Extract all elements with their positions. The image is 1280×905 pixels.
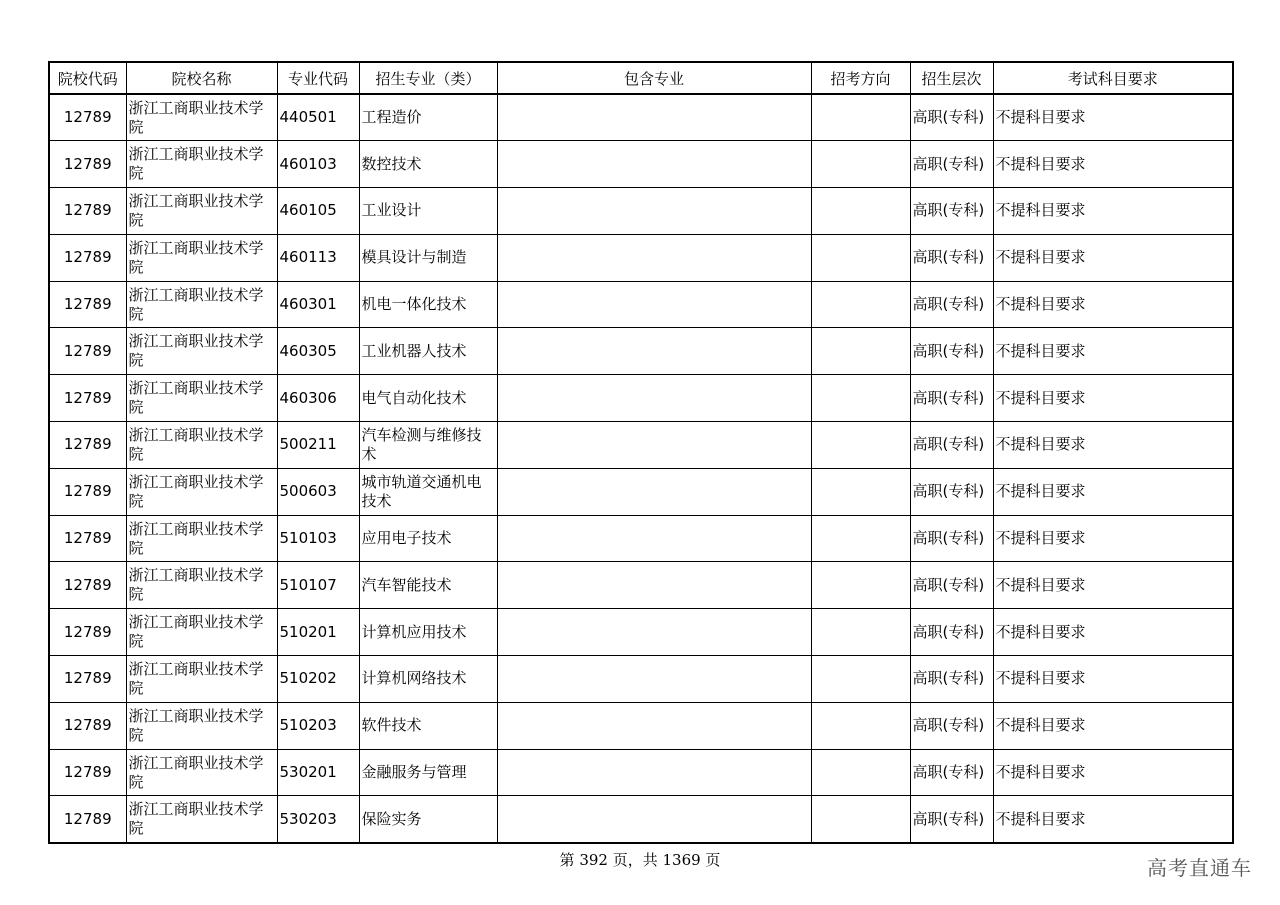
cell-major: 机电一体化技术	[359, 281, 497, 328]
table-row	[49, 234, 1233, 281]
cell-level: 高职(专科)	[910, 281, 993, 328]
cell-includes	[497, 702, 811, 749]
header-level: 招生层次	[910, 62, 993, 94]
cell-major: 工业设计	[359, 188, 497, 235]
cell-level: 高职(专科)	[910, 94, 993, 141]
cell-major: 数控技术	[359, 141, 497, 188]
cell-requirement: 不提科目要求	[993, 468, 1233, 515]
table-row	[49, 375, 1233, 422]
cell-level: 高职(专科)	[910, 515, 993, 562]
cell-major-code: 460301	[277, 281, 359, 328]
header-direction: 招考方向	[811, 62, 910, 94]
cell-major: 电气自动化技术	[359, 375, 497, 422]
header-school-name: 院校名称	[126, 62, 277, 94]
cell-level: 高职(专科)	[910, 141, 993, 188]
page-number: 第 392 页，共 1369 页	[559, 851, 721, 869]
cell-direction	[811, 188, 910, 235]
cell-direction	[811, 234, 910, 281]
table-row	[49, 328, 1233, 375]
cell-direction	[811, 468, 910, 515]
cell-school-name: 浙江工商职业技术学院	[126, 609, 277, 656]
cell-includes	[497, 94, 811, 141]
cell-direction	[811, 656, 910, 703]
cell-major-code: 510202	[277, 656, 359, 703]
cell-includes	[497, 328, 811, 375]
table-row	[49, 94, 1233, 141]
cell-direction	[811, 749, 910, 796]
cell-requirement: 不提科目要求	[993, 188, 1233, 235]
cell-requirement: 不提科目要求	[993, 234, 1233, 281]
cell-major-code: 460103	[277, 141, 359, 188]
cell-includes	[497, 656, 811, 703]
cell-school-name: 浙江工商职业技术学院	[126, 515, 277, 562]
cell-requirement: 不提科目要求	[993, 94, 1233, 141]
cell-direction	[811, 422, 910, 469]
cell-major-code: 510203	[277, 702, 359, 749]
cell-school-code: 12789	[49, 796, 126, 843]
table-row	[49, 796, 1233, 843]
table-row	[49, 141, 1233, 188]
cell-major: 汽车智能技术	[359, 562, 497, 609]
header-major: 招生专业（类）	[359, 62, 497, 94]
cell-requirement: 不提科目要求	[993, 422, 1233, 469]
table-row	[49, 515, 1233, 562]
cell-requirement: 不提科目要求	[993, 328, 1233, 375]
cell-level: 高职(专科)	[910, 188, 993, 235]
cell-major: 保险实务	[359, 796, 497, 843]
cell-requirement: 不提科目要求	[993, 281, 1233, 328]
cell-school-code: 12789	[49, 515, 126, 562]
cell-direction	[811, 515, 910, 562]
cell-school-code: 12789	[49, 422, 126, 469]
watermark-text: 高考直通车	[1147, 856, 1252, 880]
cell-major-code: 500603	[277, 468, 359, 515]
cell-school-name: 浙江工商职业技术学院	[126, 141, 277, 188]
cell-school-code: 12789	[49, 702, 126, 749]
header-major-code: 专业代码	[277, 62, 359, 94]
table-row	[49, 702, 1233, 749]
cell-school-code: 12789	[49, 375, 126, 422]
cell-includes	[497, 375, 811, 422]
cell-level: 高职(专科)	[910, 609, 993, 656]
cell-direction	[811, 94, 910, 141]
cell-direction	[811, 281, 910, 328]
cell-school-name: 浙江工商职业技术学院	[126, 188, 277, 235]
cell-includes	[497, 796, 811, 843]
cell-direction	[811, 562, 910, 609]
cell-requirement: 不提科目要求	[993, 562, 1233, 609]
cell-includes	[497, 749, 811, 796]
cell-major-code: 510103	[277, 515, 359, 562]
cell-direction	[811, 609, 910, 656]
cell-school-code: 12789	[49, 234, 126, 281]
table-body	[49, 94, 1233, 843]
header-includes: 包含专业	[497, 62, 811, 94]
cell-school-name: 浙江工商职业技术学院	[126, 375, 277, 422]
cell-major: 工程造价	[359, 94, 497, 141]
cell-requirement: 不提科目要求	[993, 749, 1233, 796]
cell-school-name: 浙江工商职业技术学院	[126, 749, 277, 796]
cell-major-code: 530201	[277, 749, 359, 796]
cell-major-code: 460105	[277, 188, 359, 235]
cell-includes	[497, 141, 811, 188]
cell-major-code: 460113	[277, 234, 359, 281]
cell-major-code: 500211	[277, 422, 359, 469]
cell-level: 高职(专科)	[910, 234, 993, 281]
cell-includes	[497, 188, 811, 235]
cell-major: 城市轨道交通机电技术	[359, 468, 497, 515]
cell-school-code: 12789	[49, 656, 126, 703]
cell-school-name: 浙江工商职业技术学院	[126, 796, 277, 843]
cell-school-code: 12789	[49, 281, 126, 328]
cell-direction	[811, 328, 910, 375]
cell-includes	[497, 468, 811, 515]
cell-includes	[497, 234, 811, 281]
cell-major-code: 510201	[277, 609, 359, 656]
table-header	[49, 62, 1233, 94]
table-row	[49, 281, 1233, 328]
cell-level: 高职(专科)	[910, 468, 993, 515]
cell-school-code: 12789	[49, 94, 126, 141]
table-row	[49, 609, 1233, 656]
cell-level: 高职(专科)	[910, 422, 993, 469]
cell-major-code: 460306	[277, 375, 359, 422]
cell-school-name: 浙江工商职业技术学院	[126, 422, 277, 469]
cell-major: 工业机器人技术	[359, 328, 497, 375]
table-row	[49, 562, 1233, 609]
cell-major-code: 440501	[277, 94, 359, 141]
cell-direction	[811, 141, 910, 188]
cell-school-code: 12789	[49, 328, 126, 375]
cell-school-code: 12789	[49, 609, 126, 656]
cell-major: 汽车检测与维修技术	[359, 422, 497, 469]
cell-school-code: 12789	[49, 749, 126, 796]
cell-school-name: 浙江工商职业技术学院	[126, 234, 277, 281]
cell-requirement: 不提科目要求	[993, 656, 1233, 703]
cell-requirement: 不提科目要求	[993, 515, 1233, 562]
cell-level: 高职(专科)	[910, 702, 993, 749]
cell-school-name: 浙江工商职业技术学院	[126, 328, 277, 375]
table-row	[49, 188, 1233, 235]
cell-level: 高职(专科)	[910, 375, 993, 422]
cell-major: 金融服务与管理	[359, 749, 497, 796]
header-requirement: 考试科目要求	[993, 62, 1233, 94]
cell-school-code: 12789	[49, 188, 126, 235]
cell-requirement: 不提科目要求	[993, 609, 1233, 656]
table-row	[49, 422, 1233, 469]
cell-major: 模具设计与制造	[359, 234, 497, 281]
cell-includes	[497, 515, 811, 562]
enrollment-table	[48, 61, 1234, 844]
cell-school-name: 浙江工商职业技术学院	[126, 94, 277, 141]
cell-major-code: 530203	[277, 796, 359, 843]
cell-major: 计算机应用技术	[359, 609, 497, 656]
cell-level: 高职(专科)	[910, 562, 993, 609]
cell-school-code: 12789	[49, 562, 126, 609]
cell-requirement: 不提科目要求	[993, 375, 1233, 422]
table-row	[49, 749, 1233, 796]
cell-major: 计算机网络技术	[359, 656, 497, 703]
cell-major-code: 510107	[277, 562, 359, 609]
cell-includes	[497, 609, 811, 656]
cell-includes	[497, 562, 811, 609]
cell-level: 高职(专科)	[910, 656, 993, 703]
cell-level: 高职(专科)	[910, 328, 993, 375]
cell-school-name: 浙江工商职业技术学院	[126, 281, 277, 328]
cell-school-code: 12789	[49, 468, 126, 515]
cell-direction	[811, 796, 910, 843]
cell-school-code: 12789	[49, 141, 126, 188]
cell-requirement: 不提科目要求	[993, 702, 1233, 749]
cell-includes	[497, 281, 811, 328]
cell-school-name: 浙江工商职业技术学院	[126, 468, 277, 515]
table-row	[49, 468, 1233, 515]
cell-major-code: 460305	[277, 328, 359, 375]
cell-direction	[811, 702, 910, 749]
cell-school-name: 浙江工商职业技术学院	[126, 562, 277, 609]
cell-school-name: 浙江工商职业技术学院	[126, 702, 277, 749]
cell-direction	[811, 375, 910, 422]
cell-school-name: 浙江工商职业技术学院	[126, 656, 277, 703]
cell-requirement: 不提科目要求	[993, 141, 1233, 188]
cell-level: 高职(专科)	[910, 749, 993, 796]
cell-includes	[497, 422, 811, 469]
cell-major: 应用电子技术	[359, 515, 497, 562]
table-row	[49, 656, 1233, 703]
header-school-code: 院校代码	[49, 62, 126, 94]
cell-level: 高职(专科)	[910, 796, 993, 843]
cell-major: 软件技术	[359, 702, 497, 749]
cell-requirement: 不提科目要求	[993, 796, 1233, 843]
